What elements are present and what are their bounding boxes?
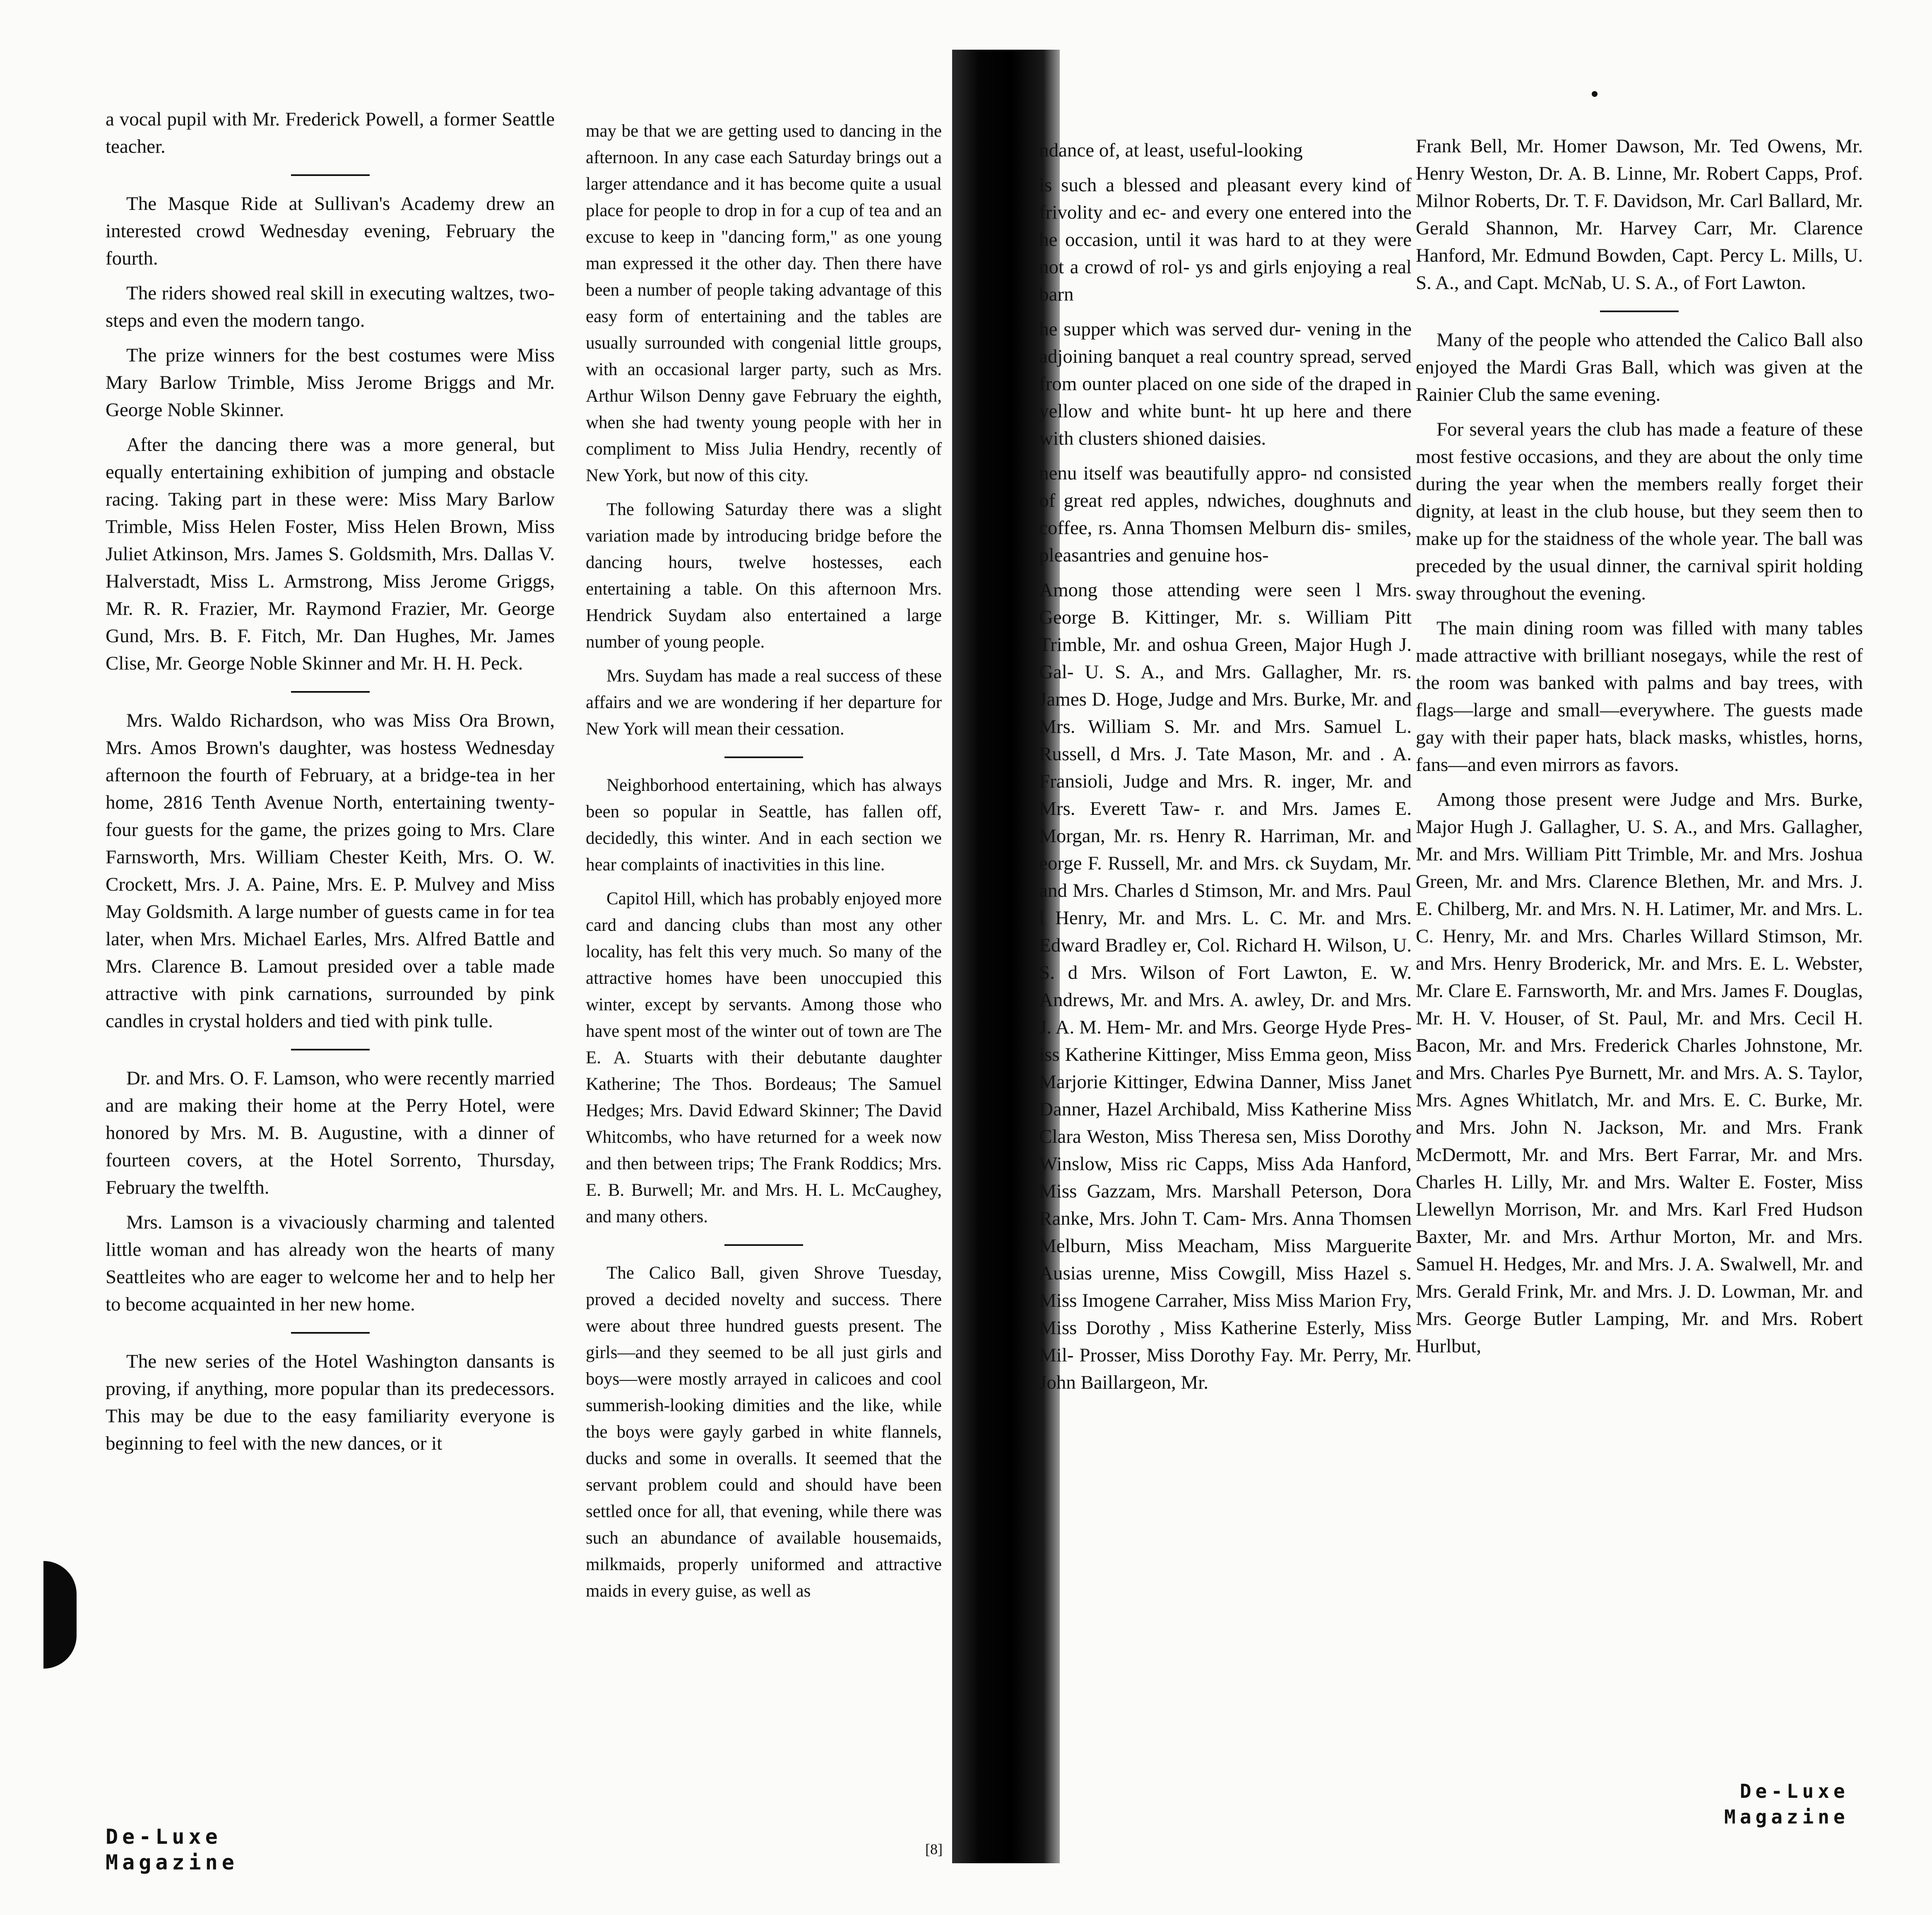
masthead-right-line1: De-Luxe: [1740, 1780, 1849, 1802]
section-divider: [291, 174, 370, 176]
column-center-right: [1039, 137, 1412, 1404]
article-paragraph: Among those attending were seen l Mrs. George B. Kittinger, Mr. s. William Pitt Trimble, Mr. and oshua Green, Major Hugh J. Gal- U. S. A., and Mrs. Gallagher, Mr. rs. James D. Hoge, Judge and Mrs. Burke, Mr. and Mrs. William S. Mr. and Mrs. Samuel L. Russell, d Mrs. J. Tate Mason, Mr. and . A. Fransioli, Judge and Mrs. R. inger, Mr. and Mrs. Everett Taw- r. and Mrs. James E. Morgan, Mr. rs. Henry R. Harriman, Mr. and eorge F. Russell, Mr. and Mrs. ck Suydam, Mr. and Mrs. Charles d Stimson, Mr. and Mrs. Paul l Henry, Mr. and Mrs. L. C. Mr. and Mrs. Edward Bradley er, Col. Richard H. Wilson, U. S. d Mrs. Wilson of Fort Lawton, E. W. Andrews, Mr. and Mrs. A. awley, Dr. and Mrs. J. A. M. Hem- Mr. and Mrs. George Hyde Pres- iss Katherine Kittinger, Miss Emma geon, Miss Marjorie Kittinger, Edwina Danner, Miss Janet Danner, Hazel Archibald, Miss Katherine Miss Clara Weston, Miss Theresa sen, Miss Dorothy Winslow, Miss ric Capps, Miss Ada Hanford, Miss Gazzam, Mrs. Marshall Peterson, Dora Ranke, Mrs. John T. Cam- Mrs. Anna Thomsen Melburn, Miss Meacham, Miss Marguerite Ausias urenne, Miss Cowgill, Miss Hazel s. Miss Imogene Carraher, Miss Miss Marion Fry, Miss Dorothy , Miss Katherine Esterly, Miss Mil- Prosser, Miss Dorothy Fay. Mr. Perry, Mr. John Baillargeon, Mr.: [1039, 579, 1412, 1393]
article-paragraph: The following Saturday there was a slight variation made by introducing bridge before the dancing hours, twelve hostesses, each entertaining a table. On this afternoon Mrs. Hendrick Suydam also entertained a large number of young people.: [586, 500, 942, 652]
article-paragraph: a vocal pupil with Mr. Frederick Powell, a former Seattle teacher.: [106, 108, 555, 157]
article-paragraph: Frank Bell, Mr. Homer Dawson, Mr. Ted Owens, Mr. Henry Weston, Dr. A. B. Linne, Mr. Robert Capps, Prof. Milnor Roberts, Dr. T. F. Davidson, Mr. Carl Ballard, Mr. Gerald Shannon, Mr. Harvey Carr, Mr. Clarence Hanford, Mr. Edmund Bowden, Capt. Percy L. Mills, U. S. A., and Capt. McNab, U. S. A., of Fort Lawton.: [1416, 135, 1863, 294]
ink-dot: [1592, 91, 1598, 97]
article-paragraph: Dr. and Mrs. O. F. Lamson, who were recently married and are making their home at the Perry Hotel, were honored by Mrs. M. B. Augustine, with a dinner of fourteen covers, at the Hotel Sorrento, Thursday, February the twelfth.: [106, 1067, 555, 1198]
section-divider: [291, 691, 370, 693]
article-paragraph: The riders showed real skill in executing waltzes, two-steps and even the modern tango.: [106, 282, 555, 331]
ink-blot: [43, 1561, 77, 1669]
column-center-left: [586, 118, 942, 1612]
article-paragraph: Capitol Hill, which has probably enjoyed more card and dancing clubs than most any other locality, has felt this very much. So many of the attractive homes have been unoccupied this winter, except by servants. Among those who have spent most of the winter out of town are The E. A. Stuarts with their debutante daughter Katherine; The Thos. Bordeaus; The Samuel Hedges; Mrs. David Edward Skinner; The David Whitcombs, who have returned for a week now and then between trips; The Frank Roddics; Mrs. E. B. Burwell; Mr. and Mrs. H. L. McCaughey, and many others.: [586, 889, 942, 1226]
article-paragraph: may be that we are getting used to dancing in the afternoon. In any case each Saturday brings out a larger attendance and it has become quite a usual place for people to drop in for a cup of tea and an excuse to keep in "dancing form," as one young man expressed it the other day. Then there have been a number of people taking advantage of this easy form of entertaining and the tables are usually surrounded with congenial little groups, with an occasional larger party, such as Mrs. Arthur Wilson Denny gave February the eighth, when she had twenty young people with her in compliment to Miss Julia Hendry, recently of New York, but now of this city.: [586, 121, 942, 485]
article-paragraph: Mrs. Waldo Richardson, who was Miss Ora Brown, Mrs. Amos Brown's daughter, was hostess Wednesday afternoon the fourth of February, at a bridge-tea in her home, 2816 Tenth Avenue North, entertaining twenty-four guests for the game, the prizes going to Mrs. Clare Farnsworth, Mrs. William Chester Keith, Mrs. O. W. Crockett, Mrs. J. A. Paine, Mrs. E. P. Mulvey and Miss May Goldsmith. A large number of guests came in for tea later, when Mrs. Michael Earles, Mrs. Alfred Battle and Mrs. Clarence B. Lamout presided over a table made attractive with pink carnations, surrounded by pink candles in crystal holders and tied with pink tulle.: [106, 710, 555, 1032]
article-paragraph: The Calico Ball, given Shrove Tuesday, proved a decided novelty and success. There were about three hundred guests present. The girls—and they seemed to be all just girls and boys—were mostly arrayed in calicoes and cool summerish-looking dimities and the like, while the boys were gayly garbed in white flannels, ducks and some in overalls. It seemed that the servant problem could and should have been settled once for all, that evening, while there was such an abundance of available housemaids, milkmaids, properly uniformed and attractive maids in every guise, as well as: [586, 1263, 942, 1601]
masthead-left-line2: Magazine: [106, 1850, 238, 1874]
article-paragraph: The main dining room was filled with many tables made attractive with brilliant nosegays, while the rest of the room was banked with palms and bay trees, with flags—large and small—everywhere. The guests made gay with their paper hats, black masks, whistles, horns, fans—and even mirrors as favors.: [1416, 617, 1863, 776]
section-divider: [291, 1332, 370, 1334]
section-divider: [291, 1049, 370, 1050]
article-paragraph: The prize winners for the best costumes were Miss Mary Barlow Trimble, Miss Jerome Briggs and Mr. George Noble Skinner.: [106, 344, 555, 421]
article-paragraph: is such a blessed and pleasant every kind of frivolity and ec- and every one entered into the he occasion, until it was hard to at they were not a crowd of rol- ys and girls enjoying a real barn: [1039, 174, 1412, 305]
article-paragraph: Neighborhood entertaining, which has always been so popular in Seattle, has fallen off, decidedly, this winter. And in each section we hear complaints of inactivities in this line.: [586, 776, 942, 874]
page-number: [8]: [925, 1841, 943, 1857]
article-paragraph: The new series of the Hotel Washington dansants is proving, if anything, more popular than its predecessors. This may be due to the easy familiarity everyone is beginning to feel with the new dances, or it: [106, 1351, 555, 1454]
masthead-right-line2: Magazine: [1724, 1806, 1849, 1828]
section-divider: [724, 1244, 803, 1246]
article-paragraph: nenu itself was beautifully appro- nd consisted of great red apples, ndwiches, doughnuts and coffee, rs. Anna Thomsen Melburn dis- smiles, pleasantries and genuine hos-: [1039, 462, 1412, 566]
article-paragraph: For several years the club has made a feature of these most festive occasions, and they are about the only time during the year when the members really forget their dignity, at least in the club house, but they seem then to make up for the staidness of the whole year. The ball was preceded by the usual dinner, the carnival spirit holding sway throughout the evening.: [1416, 419, 1863, 604]
article-paragraph: Among those present were Judge and Mrs. Burke, Major Hugh J. Gallagher, U. S. A., and Mrs. Gallagher, Mr. and Mrs. William Pitt Trimble, Mr. and Mrs. Joshua Green, Mr. and Mrs. Clarence Blethen, Mr. and Mrs. J. E. Chilberg, Mr. and Mrs. N. H. Latimer, Mr. and Mrs. L. C. Henry, Mr. and Mrs. Charles Willard Stimson, Mr. and Mrs. Henry Broderick, Mr. and Mrs. E. L. Webster, Mr. Clare E. Farnsworth, Mr. and Mrs. James F. Douglas, Mr. H. V. Houser, of St. Paul, Mr. and Mrs. Cecil H. Bacon, Mr. and Mrs. Frederick Charles Johnstone, Mr. and Mrs. Charles Pye Burnett, Mr. and Mrs. A. S. Taylor, Mrs. Agnes Whitlatch, Mr. and Mrs. E. C. Burke, Mr. and Mrs. John N. Jackson, Mr. and Mrs. Frank McDermott, Mr. and Mrs. Bert Farrar, Mr. and Mrs. Charles H. Lilly, Mr. and Mrs. Walter E. Foster, Miss Llewellyn Morrison, Mr. and Mrs. Karl Fred Hudson Baxter, Mr. and Mrs. Arthur Morton, Mr. and Mrs. Samuel H. Hedges, Mr. and Mrs. J. A. Swalwell, Mr. and Mrs. Gerald Frink, Mr. and Mrs. J. D. Lowman, Mr. and Mrs. George Butler Lamping, Mr. and Mrs. Robert Hurlbut,: [1416, 789, 1863, 1357]
section-divider: [724, 756, 803, 758]
article-paragraph: Mrs. Lamson is a vivaciously charming and talented little woman and has already won the hearts of many Seattleites who are eager to welcome her and to help her to become acquainted in her new home.: [106, 1212, 555, 1315]
masthead-left-line1: De-Luxe: [106, 1825, 222, 1849]
column-right: [1416, 132, 1863, 1367]
article-paragraph: After the dancing there was a more general, but equally entertaining exhibition of jumping and obstacle racing. Taking part in these were: Miss Mary Barlow Trimble, Miss Helen Foster, Miss Helen Brown, Miss Juliet Atkinson, Mrs. James S. Goldsmith, Mrs. Dallas V. Halverstadt, Miss L. Armstrong, Miss Jerome Griggs, Mr. R. R. Frazier, Mr. Raymond Frazier, Mr. George Gund, Mrs. B. F. Fitch, Mr. Dan Hughes, Mr. James Clise, Mr. George Noble Skinner and Mr. H. H. Peck.: [106, 434, 555, 674]
masthead-right: [1724, 1778, 1849, 1830]
article-paragraph: Mrs. Suydam has made a real success of these affairs and we are wondering if her departure for New York will mean their cessation.: [586, 666, 942, 739]
article-paragraph: ndance of, at least, useful-looking: [1039, 140, 1303, 161]
masthead-left: [106, 1824, 238, 1875]
section-divider: [1600, 311, 1679, 312]
article-paragraph: he supper which was served dur- vening in the adjoining banquet a real country spread, served from ounter placed on one side of the draped in yellow and white bunt- ht up here and there with clusters shioned daisies.: [1039, 318, 1412, 449]
article-paragraph: Many of the people who attended the Calico Ball also enjoyed the Mardi Gras Ball, which was given at the Rainier Club the same evening.: [1416, 329, 1863, 405]
column-left: [106, 106, 555, 1465]
article-paragraph: The Masque Ride at Sullivan's Academy drew an interested crowd Wednesday evening, February the fourth.: [106, 193, 555, 269]
